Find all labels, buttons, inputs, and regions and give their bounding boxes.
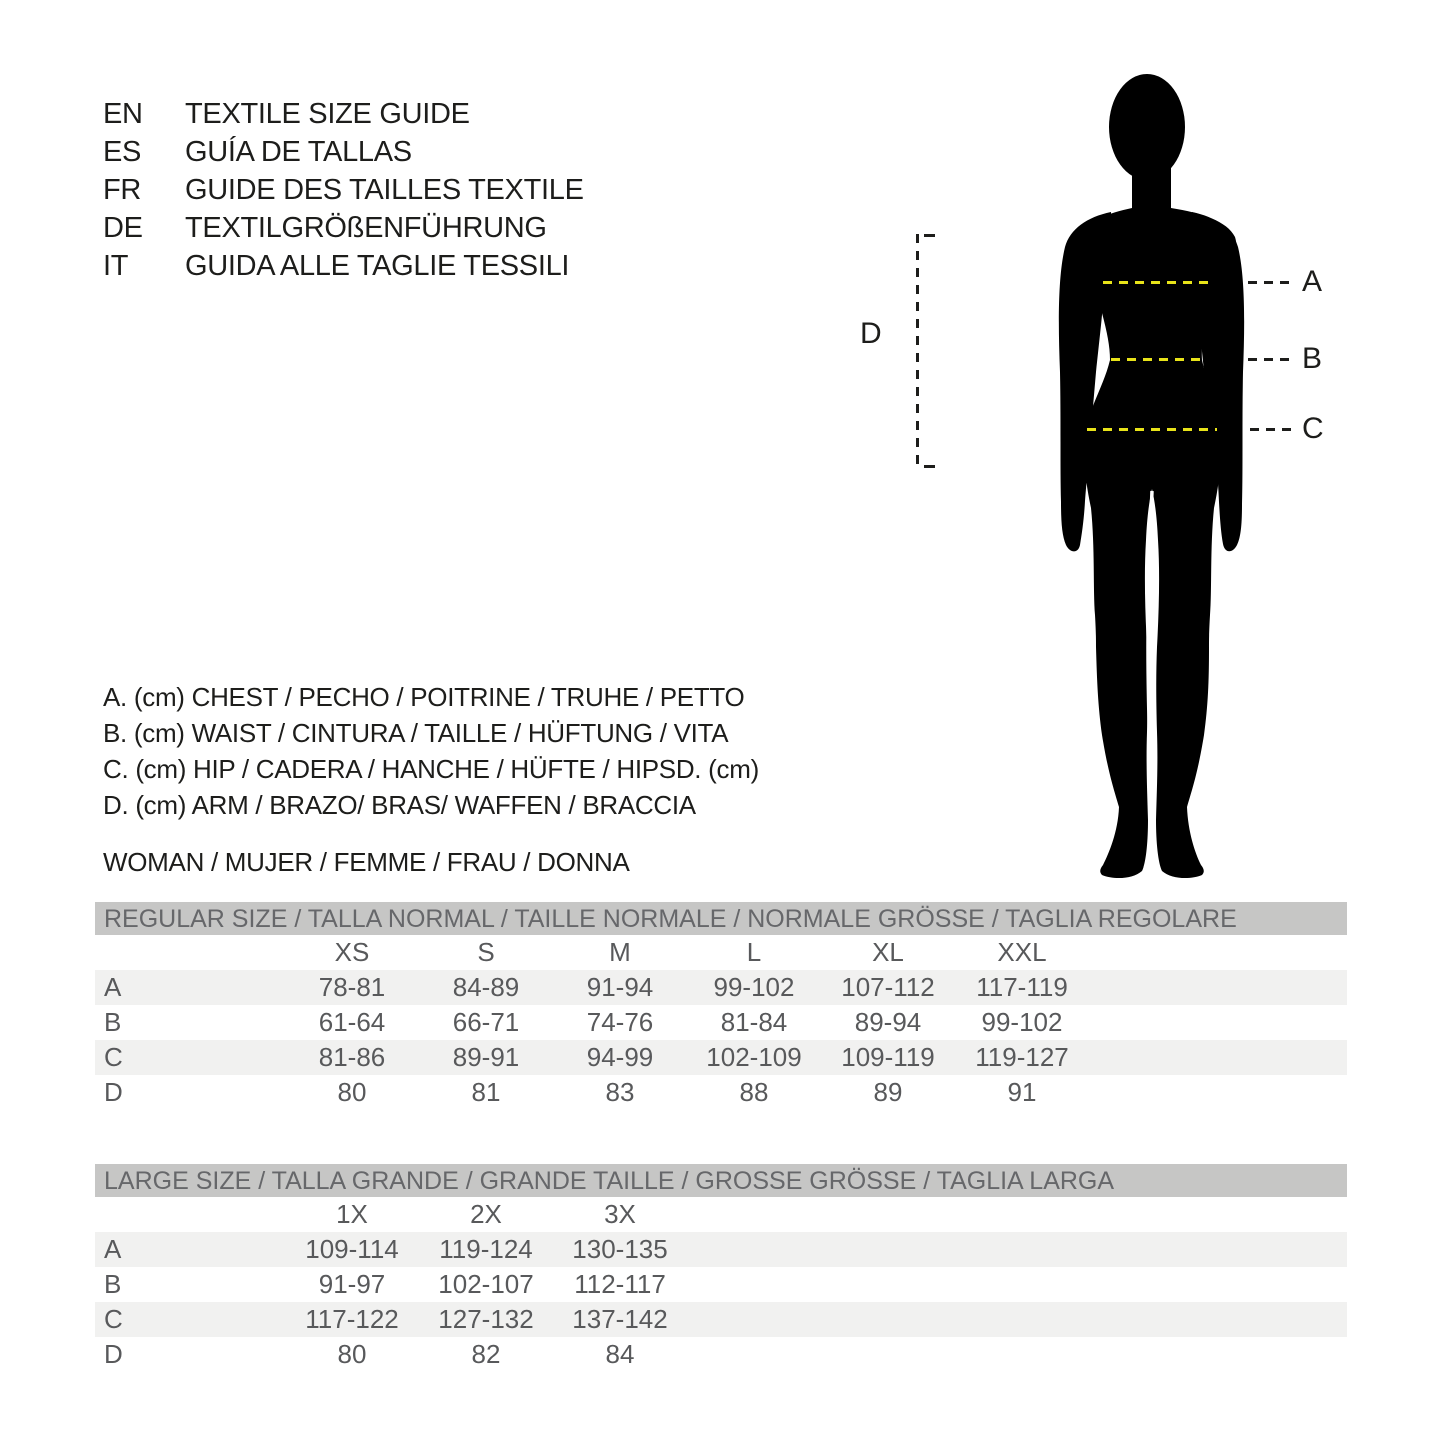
measurement-value: 80 <box>337 1339 367 1369</box>
measurement-value: 99-102 <box>713 972 795 1002</box>
language-code: DE <box>103 212 143 244</box>
measurement-value: 109-119 <box>841 1042 935 1072</box>
row-filler <box>687 1197 1347 1232</box>
arm-measure-bottom-tick <box>924 465 935 468</box>
size-column-header: XXL <box>997 937 1047 967</box>
guide-title: GUIDA ALLE TAGLIE TESSILI <box>185 250 570 282</box>
size-column-header: S <box>477 937 495 967</box>
size-header-spacer <box>95 1197 285 1232</box>
measurement-value: 89 <box>873 1077 903 1107</box>
guide-title: TEXTILE SIZE GUIDE <box>185 98 470 130</box>
row-label: D <box>104 1339 123 1369</box>
measurement-value: 66-71 <box>452 1007 520 1037</box>
arm-measure-top-tick <box>924 234 935 237</box>
chest-label: A <box>1302 265 1323 298</box>
language-code: EN <box>103 98 143 130</box>
hip-label: C <box>1302 412 1324 445</box>
legend-line-arm: D. (cm) ARM / BRAZO/ BRAS/ WAFFEN / BRACCIA <box>103 790 696 820</box>
chest-measure-line <box>1103 281 1209 284</box>
gender-line: WOMAN / MUJER / FEMME / FRAU / DONNA <box>103 847 630 877</box>
table-row <box>95 1267 1347 1302</box>
row-label: C <box>104 1042 123 1072</box>
measurement-value: 88 <box>739 1077 769 1107</box>
measurement-value: 117-119 <box>976 972 1068 1002</box>
size-column-header: XL <box>872 937 904 967</box>
table-title-bar: REGULAR SIZE / TALLA NORMAL / TAILLE NORMALE / NORMALE GRÖSSE / TAGLIA REGOLARE <box>95 902 1347 935</box>
measurement-value: 84 <box>605 1339 635 1369</box>
measurement-value: 78-81 <box>318 972 386 1002</box>
size-column-header: L <box>746 937 762 967</box>
measurement-value: 91-97 <box>318 1269 386 1299</box>
guide-title: GUÍA DE TALLAS <box>185 136 412 168</box>
row-label: A <box>104 1234 122 1264</box>
measurement-value: 117-122 <box>305 1304 399 1334</box>
language-row <box>103 95 584 133</box>
language-row <box>103 171 584 209</box>
table-row <box>95 1005 1347 1040</box>
measurement-value: 107-112 <box>841 972 935 1002</box>
table-row <box>95 1040 1347 1075</box>
table-row <box>95 970 1347 1005</box>
table-row <box>95 1337 1347 1372</box>
row-filler <box>1089 1075 1347 1110</box>
measurement-value: 112-117 <box>574 1269 666 1299</box>
language-row <box>103 247 584 285</box>
row-filler <box>687 1267 1347 1302</box>
measurement-value: 102-107 <box>438 1269 534 1299</box>
regular-size-table <box>95 902 1347 1110</box>
legend-line-waist: B. (cm) WAIST / CINTURA / TAILLE / HÜFTUNG / VITA <box>103 718 729 748</box>
table-row <box>95 1075 1347 1110</box>
measurement-value: 81 <box>471 1077 501 1107</box>
large-size-table <box>95 1164 1347 1372</box>
guide-title: TEXTILGRÖßENFÜHRUNG <box>185 212 547 244</box>
row-filler <box>687 1337 1347 1372</box>
measurement-value: 91 <box>1007 1077 1037 1107</box>
legend-line-chest: A. (cm) CHEST / PECHO / POITRINE / TRUHE / PETTO <box>103 682 745 712</box>
measurement-value: 130-135 <box>572 1234 668 1264</box>
row-filler <box>687 1232 1347 1267</box>
measurement-value: 82 <box>471 1339 501 1369</box>
language-code: ES <box>103 136 142 168</box>
language-code: IT <box>103 250 129 282</box>
waist-label: B <box>1302 342 1323 375</box>
size-header-row <box>95 935 1347 970</box>
measurement-value: 89-91 <box>452 1042 520 1072</box>
measurement-value: 84-89 <box>452 972 520 1002</box>
hip-measure-line <box>1087 428 1217 431</box>
measurement-value: 61-64 <box>318 1007 386 1037</box>
size-column-header: XS <box>334 937 370 967</box>
row-filler <box>687 1302 1347 1337</box>
row-label: B <box>104 1269 122 1299</box>
measurement-value: 91-94 <box>586 972 654 1002</box>
size-column-header: 2X <box>470 1199 502 1229</box>
size-header-row <box>95 1197 1347 1232</box>
language-row <box>103 133 584 171</box>
woman-silhouette <box>1045 70 1265 880</box>
row-filler <box>1089 935 1347 970</box>
measurement-value: 94-99 <box>586 1042 654 1072</box>
guide-title: GUIDE DES TAILLES TEXTILE <box>185 174 584 206</box>
measurement-value: 119-124 <box>439 1234 533 1264</box>
measurement-value: 109-114 <box>305 1234 399 1264</box>
measurement-value: 137-142 <box>572 1304 668 1334</box>
measurement-value: 119-127 <box>975 1042 1069 1072</box>
row-filler <box>1089 1005 1347 1040</box>
table-title-bar: LARGE SIZE / TALLA GRANDE / GRANDE TAILLE / GROSSE GRÖSSE / TAGLIA LARGA <box>95 1164 1347 1197</box>
waist-measure-line <box>1111 358 1203 361</box>
measurement-value: 80 <box>337 1077 367 1107</box>
row-label: D <box>104 1077 123 1107</box>
waist-leader-line <box>1248 358 1294 361</box>
measurement-legend <box>103 679 759 823</box>
row-filler <box>1089 1040 1347 1075</box>
measurement-value: 127-132 <box>438 1304 534 1334</box>
arm-label: D <box>860 317 882 350</box>
row-filler <box>1089 970 1347 1005</box>
hip-leader-line <box>1250 428 1294 431</box>
measurement-value: 81-84 <box>720 1007 788 1037</box>
language-title-block <box>103 95 584 285</box>
table-row <box>95 1232 1347 1267</box>
measurement-value: 102-109 <box>706 1042 802 1072</box>
measurement-value: 74-76 <box>586 1007 654 1037</box>
measurement-value: 81-86 <box>318 1042 386 1072</box>
row-label: C <box>104 1304 123 1334</box>
arm-measure-line <box>916 234 919 468</box>
table-row <box>95 1302 1347 1337</box>
row-label: A <box>104 972 122 1002</box>
chest-leader-line <box>1248 281 1294 284</box>
measurement-value: 99-102 <box>981 1007 1063 1037</box>
language-row <box>103 209 584 247</box>
measurement-value: 83 <box>605 1077 635 1107</box>
size-header-spacer <box>95 935 285 970</box>
size-column-header: M <box>609 937 631 967</box>
legend-line-hip: C. (cm) HIP / CADERA / HANCHE / HÜFTE / HIPSD. (cm) <box>103 754 759 784</box>
size-column-header: 1X <box>336 1199 368 1229</box>
size-column-header: 3X <box>604 1199 636 1229</box>
measurement-value: 89-94 <box>854 1007 922 1037</box>
language-code: FR <box>103 174 142 206</box>
row-label: B <box>104 1007 122 1037</box>
